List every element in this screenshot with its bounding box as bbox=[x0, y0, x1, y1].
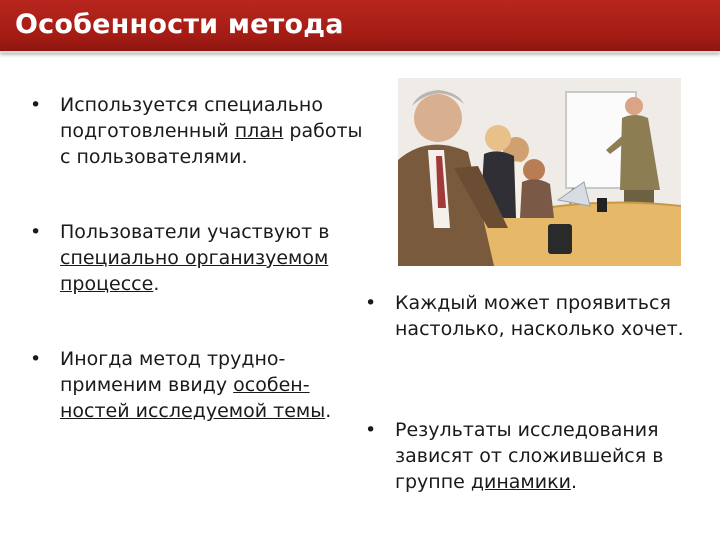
bullet-text: Используется специально подготовленный план работы с пользователями. bbox=[60, 94, 363, 168]
bullet-marker: • bbox=[365, 419, 377, 441]
bullet-item bbox=[30, 219, 345, 297]
bullet-text: Иногда метод трудно-применим ввиду особен-ностей исследуемой темы. bbox=[60, 348, 332, 422]
bullet-marker: • bbox=[30, 348, 42, 370]
bullet-text: Результаты исследования зависят от сложившейся в группе динамики. bbox=[395, 419, 664, 493]
bullet-text: Каждый может проявиться настолько, насколько хочет. bbox=[395, 292, 684, 340]
bullet-item bbox=[365, 290, 685, 342]
bullet-marker: • bbox=[30, 221, 42, 243]
bullet-marker: • bbox=[30, 94, 42, 116]
bullet-item bbox=[30, 92, 370, 170]
title-bar bbox=[0, 0, 720, 53]
meeting-photo-icon bbox=[398, 78, 681, 266]
meeting-photo bbox=[398, 78, 681, 266]
bullet-item bbox=[365, 417, 685, 495]
bullet-item bbox=[30, 346, 340, 424]
bullet-marker: • bbox=[365, 292, 377, 314]
bullet-text: Пользователи участвуют в специально организуемом процессе. bbox=[60, 221, 330, 295]
slide-title: Особенности метода bbox=[15, 9, 344, 40]
